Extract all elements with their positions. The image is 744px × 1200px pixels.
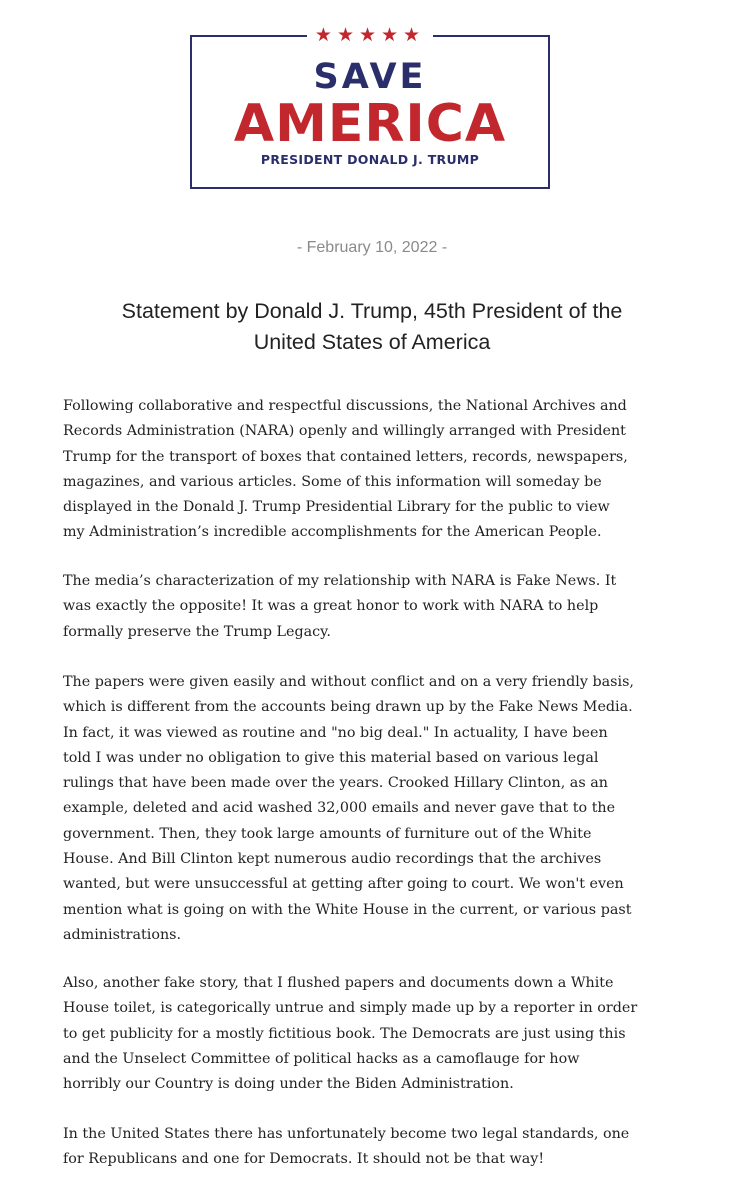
text-line: government. Then, they took large amounts of furniture out of the White [63, 825, 592, 842]
text-line: and the Unselect Committee of political hacks as a camoflauge for how [63, 1050, 580, 1067]
text-line: told I was under no obligation to give this material based on various legal [63, 749, 599, 766]
text-line: was exactly the opposite! It was a great honor to work with NARA to help [63, 598, 599, 615]
stars-icon: ★★★★★ [307, 20, 433, 50]
text-line: The media’s characterization of my relationship with NARA is Fake News. It [63, 573, 617, 589]
text-line: mention what is going on with the White House in the current, or various past [63, 901, 632, 918]
text-line: to get publicity for a mostly fictitious book. The Democrats are just using this [63, 1025, 626, 1042]
text-line: magazines, and various articles. Some of this information will someday be [63, 473, 602, 490]
paragraph-1 [63, 394, 703, 546]
save-america-logo [190, 24, 550, 189]
text-line: formally preserve the Trump Legacy. [63, 623, 331, 640]
logo-america-text: AMERICA [233, 94, 507, 154]
logo-save-text: SAVE [313, 57, 427, 97]
paragraph-3 [63, 670, 703, 948]
paragraph-4 [63, 971, 703, 1097]
title-line: Statement by Donald J. Trump, 45th President of the [121, 299, 623, 323]
text-line: House. And Bill Clinton kept numerous audio recordings that the archives [63, 851, 602, 868]
text-line: In fact, it was viewed as routine and "no big deal." In actuality, I have been [63, 724, 608, 741]
text-line: Trump for the transport of boxes that contained letters, records, newspapers, [63, 448, 628, 465]
logo-subtitle: PRESIDENT DONALD J. TRUMP [260, 152, 480, 167]
text-line: Records Administration (NARA) openly and willingly arranged with President [63, 423, 626, 440]
text-line: which is different from the accounts being drawn up by the Fake News Media. [63, 699, 633, 716]
statement-title [60, 296, 684, 358]
text-line: House toilet, is categorically untrue and simply made up by a reporter in order [63, 1000, 638, 1017]
text-line: Following collaborative and respectful discussions, the National Archives and [63, 398, 627, 414]
text-line: wanted, but were unsuccessful at getting after going to court. We won't even [63, 876, 624, 893]
text-line: rulings that have been made over the years. Crooked Hillary Clinton, as an [63, 775, 608, 792]
statement-date: - February 10, 2022 - [296, 239, 448, 256]
paragraph-5 [63, 1122, 703, 1173]
text-line: Also, another fake story, that I flushed papers and documents down a White [63, 975, 614, 991]
text-line: example, deleted and acid washed 32,000 emails and never gave that to the [63, 800, 616, 817]
text-line: The papers were given easily and without conflict and on a very friendly basis, [63, 674, 634, 690]
text-line: for Republicans and one for Democrats. It should not be that way! [63, 1151, 545, 1168]
text-line: horribly our Country is doing under the Biden Administration. [63, 1076, 514, 1093]
paragraph-2 [63, 569, 703, 645]
text-line: displayed in the Donald J. Trump Presidential Library for the public to view [63, 499, 610, 516]
text-line: In the United States there has unfortunately become two legal standards, one [63, 1126, 630, 1142]
text-line: my Administration’s incredible accomplishments for the American People. [63, 524, 602, 541]
text-line: administrations. [63, 926, 182, 943]
title-line: United States of America [253, 330, 491, 354]
